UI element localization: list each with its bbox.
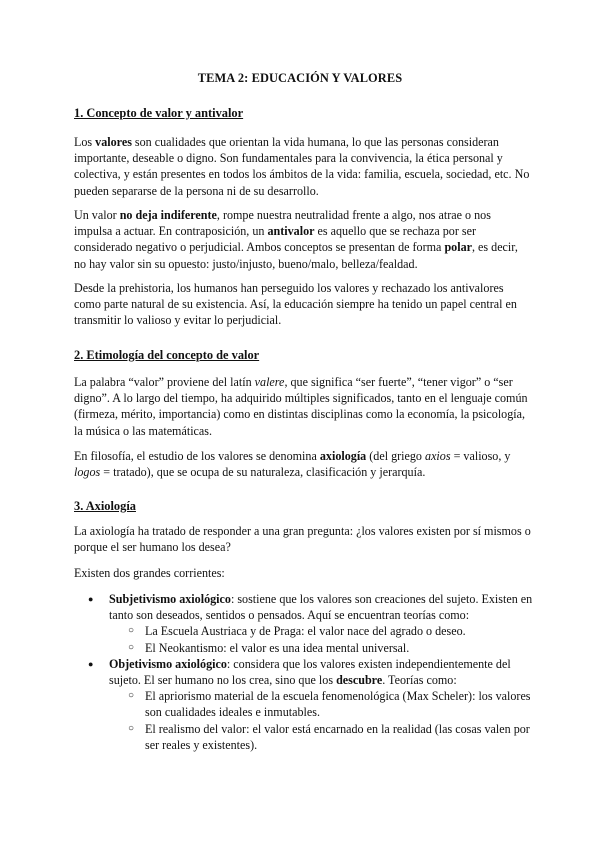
italic-term-axios: axios <box>425 449 451 463</box>
text-run: = valioso, y <box>450 449 511 463</box>
bold-term-subjetivismo: Subjetivismo axiológico <box>109 592 231 606</box>
section-3-paragraph-2: Existen dos grandes corrientes: <box>74 566 225 580</box>
sublist-item: ○ El apriorismo material de la escuela fenomenológica (Max Scheler): los valores son cualidades ideales e inmutables. <box>109 688 534 720</box>
list-item-subjetivismo <box>74 591 534 656</box>
bold-term-descubre: descubre <box>336 673 383 688</box>
section-2-paragraph-1 <box>74 374 532 439</box>
section-3-paragraph-1: La axiología ha tratado de responder a una gran pregunta: ¿los valores existen por sí mismos o porque el ser humano los desea? <box>74 524 531 555</box>
sublist-item: ○ El realismo del valor: el valor está encarnado en la realidad (las cosas valen por ser reales y existentes). <box>109 721 534 753</box>
italic-term-valere: valere <box>254 375 285 389</box>
text-run: : sostiene que los valores son creaciones del sujeto. Existen en tanto son deseados, sentidos o pensados. Aquí se encuentran teorías como: <box>109 592 533 623</box>
section-1-paragraph-3: Desde la prehistoria, los humanos han perseguido los valores y rechazado los antivalores como parte natural de su existencia. Así, la educación siempre ha tenido un papel central en transmitir lo valioso y evitar lo perjudicial. <box>74 281 517 328</box>
text-run: Los <box>74 135 96 149</box>
bold-term-polar: polar <box>444 240 472 255</box>
text-run: = tratado), que se ocupa de su naturaleza, clasificación y jerarquía. <box>100 465 426 480</box>
text-run: . Teorías como: <box>382 673 457 688</box>
section-1-heading: 1. Concepto de valor y antivalor <box>74 106 244 120</box>
bold-term-antivalor: antivalor <box>267 224 315 239</box>
text-run: La palabra “valor” proviene del latín <box>74 375 255 389</box>
document-title: TEMA 2: EDUCACIÓN Y VALORES <box>197 71 403 85</box>
section-2-paragraph-2 <box>74 448 532 480</box>
text-run: Un valor <box>74 208 120 222</box>
bold-term-axiologia: axiología <box>319 449 367 463</box>
bold-term-valores: valores <box>95 135 132 149</box>
text-run: , es decir, no hay valor sin su opuesto: justo/injusto, bueno/malo, belleza/fealdad. <box>74 240 518 271</box>
list-item-objetivismo <box>74 656 534 753</box>
sublist-item: ○ La Escuela Austriaca y de Praga: el valor nace del agrado o deseo. <box>109 623 534 639</box>
text-run: (del griego <box>366 449 426 463</box>
text-run: son cualidades que orientan la vida humana, lo que las personas consideran importante, deseable o digno. Son fundamentales para la convivencia, la ética personal y colectiva, y están presentes en todos los ámbitos de la vida: familia, escuela, sociedad, etc. No pueden separarse de la persona ni de su desarrollo. <box>74 135 530 198</box>
text-run: , rompe nuestra neutralidad frente a algo, nos atrae o nos impulsa a actuar. En contraposición, un <box>74 208 491 239</box>
section-3-heading: 3. Axiología <box>74 499 136 513</box>
sublist-item: ○ El Neokantismo: el valor es una idea mental universal. <box>109 640 534 656</box>
text-run: En filosofía, el estudio de los valores se denomina <box>74 449 320 463</box>
section-1-paragraph-1 <box>74 134 532 199</box>
text-run: es aquello que se rechaza por ser considerado negativo o perjudicial. Ambos conceptos se presentan de forma <box>74 224 476 255</box>
section-1-paragraph-2 <box>74 207 532 272</box>
text-run: , que significa “ser fuerte”, “tener vigor” o “ser digno”. A lo largo del tiempo, ha adquirido múltiples significados, tanto en el lenguaje común (firmeza, mérito, importancia) como en distintas disciplinas como la economía, la psicología, la música o las matemáticas. <box>74 375 528 438</box>
section-2-heading: 2. Etimología del concepto de valor <box>74 348 260 362</box>
italic-term-logos: logos <box>74 465 101 480</box>
subjetivismo-sublist <box>109 623 534 655</box>
currents-list <box>74 591 534 753</box>
objetivismo-sublist <box>109 688 534 753</box>
bold-term-no-deja-indiferente: no deja indiferente <box>119 208 217 222</box>
bold-term-objetivismo: Objetivismo axiológico <box>109 656 227 671</box>
text-run: : considera que los valores existen independientemente del sujeto. El ser humano no los crea, sino que los <box>109 656 511 688</box>
